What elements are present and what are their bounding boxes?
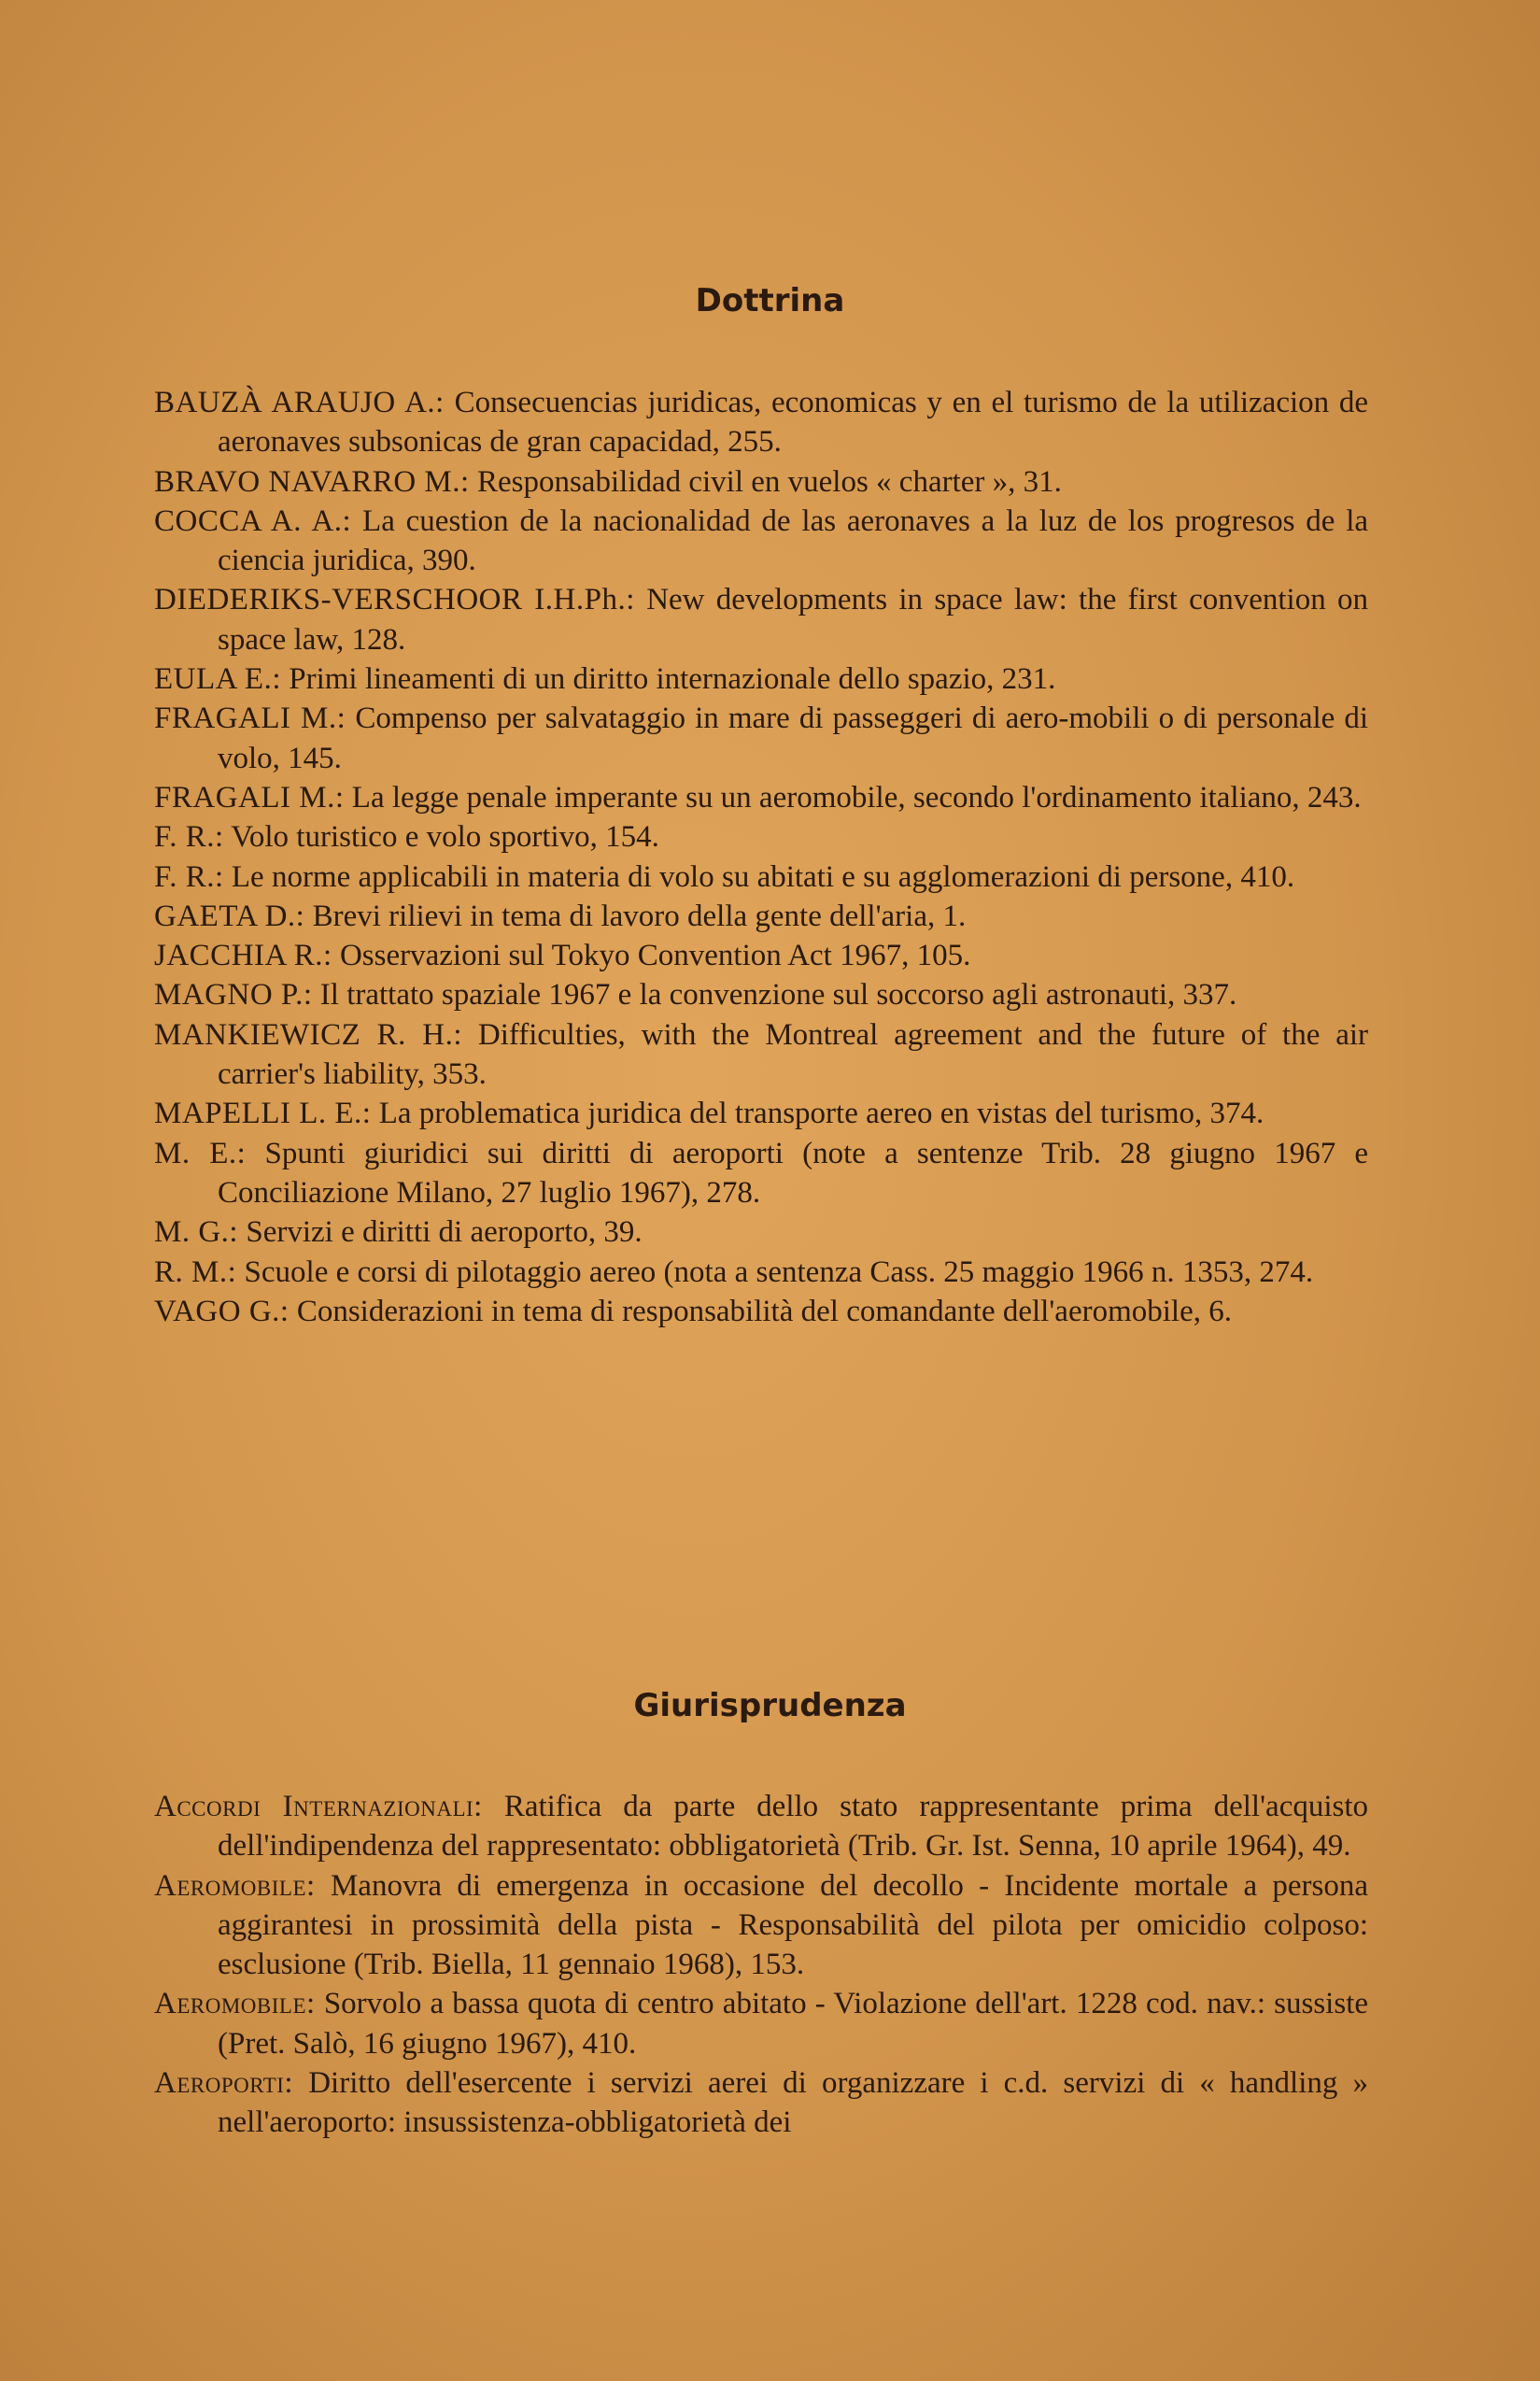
list-item (154, 383, 1368, 462)
entry-author: R. M.: (154, 1254, 237, 1289)
list-item (154, 1292, 1368, 1331)
entry-text: Sorvolo a bassa quota di centro abitato - Violazione dell'art. 1228 cod. nav.: sussiste (Pret. Salò, 16 giugno 1967), 410. (218, 1987, 1369, 2061)
section-title-dottrina: Dottrina (695, 282, 845, 319)
list-item (154, 1015, 1368, 1095)
entry-text: Le norme applicabili in materia di volo su abitati e su agglomerazioni di persone, 410. (231, 859, 1295, 894)
section-title-giurisprudenza: Giurisprudenza (633, 1687, 907, 1724)
entry-author: FRAGALI M.: (154, 702, 346, 736)
dottrina-entry-list (154, 383, 1368, 1331)
entry-text: Scuole e corsi di pilotaggio aereo (nota a sentenza Cass. 25 maggio 1966 n. 1353, 274. (244, 1254, 1314, 1289)
entry-author: M. G.: (154, 1215, 239, 1250)
list-item (154, 1984, 1368, 2063)
list-item (154, 659, 1368, 699)
list-item (154, 1253, 1368, 1292)
entry-text: Ratifica da parte dello stato rappresentante prima dell'acquisto dell'indipendenza del rappresentato: obbligatorietà (Trib. Gr. Ist. Senna, 10 aprile 1964), 49. (218, 1790, 1369, 1864)
list-item (154, 857, 1368, 897)
entry-text: Il trattato spaziale 1967 e la convenzione sul soccorso agli astronauti, 337. (319, 978, 1237, 1013)
entry-author: MAGNO P.: (154, 978, 313, 1013)
entry-author: JACCHIA R.: (154, 939, 332, 973)
giurisprudenza-entry-list (154, 1787, 1368, 2143)
list-item (154, 975, 1368, 1014)
list-item (154, 699, 1368, 778)
entry-author: VAGO G.: (154, 1294, 290, 1328)
entry-text: Brevi rilievi in tema di lavoro della gente dell'aria, 1. (312, 899, 967, 933)
entry-text: Considerazioni in tema di responsabilità del comandante dell'aeromobile, 6. (296, 1294, 1232, 1328)
entry-text: Compenso per salvataggio in mare di passeggeri di aero-mobili o di personale di volo, 145. (218, 702, 1368, 775)
entry-subject: Aeromobile: (154, 1987, 316, 2021)
entry-author: F. R.: (154, 820, 224, 855)
entry-text: Primi lineamenti di un diritto internazionale dello spazio, 231. (289, 662, 1056, 697)
entry-author: BRAVO NAVARRO M.: (154, 464, 470, 499)
list-item (154, 778, 1368, 817)
list-item (154, 1787, 1368, 1866)
list-item (154, 1866, 1368, 1985)
entry-author: F. R.: (154, 859, 224, 894)
entry-subject: Aeromobile: (154, 1868, 316, 1903)
list-item (154, 2063, 1368, 2143)
entry-subject: Accordi Internazionali: (154, 1790, 483, 1823)
entry-text: Osservazioni sul Tokyo Convention Act 1967, 105. (339, 939, 971, 973)
entry-text: La problematica juridica del transporte aereo en vistas del turismo, 374. (378, 1097, 1264, 1131)
list-item (154, 1094, 1368, 1133)
entry-author: EULA E.: (154, 662, 281, 697)
list-item (154, 1134, 1368, 1213)
entry-author: GAETA D.: (154, 899, 305, 933)
entry-author: COCCA A. A.: (154, 503, 352, 538)
entry-author: MAPELLI L. E.: (154, 1097, 372, 1131)
list-item (154, 936, 1368, 975)
entry-text: Volo turistico e volo sportivo, 154. (231, 820, 659, 855)
entry-author: BAUZÀ ARAUJO A.: (154, 386, 445, 419)
list-item (154, 1212, 1368, 1252)
entry-author: FRAGALI M.: (154, 780, 345, 815)
list-item (154, 817, 1368, 857)
entry-text: Difficulties, with the Montreal agreement and the future of the air carrier's liability, 353. (218, 1017, 1369, 1092)
entry-text: Consecuencias juridicas, economicas y en el turismo de la utilizacion de aeronaves subsonicas de gran capacidad, 255. (218, 386, 1368, 460)
entry-text: Responsabilidad civil en vuelos « charter », 31. (476, 464, 1062, 499)
entry-text: La cuestion de la nacionalidad de las aeronaves a la luz de los progresos de la ciencia juridica, 390. (218, 503, 1369, 578)
entry-text: Manovra di emergenza in occasione del decollo - Incidente mortale a persona aggirantesi in prossimità della pista - Responsabilità del pilota per omicidio colposo: esclusione (Trib. Biella, 11 gennaio 1968), 153. (218, 1868, 1369, 1982)
entry-text: Diritto dell'esercente i servizi aerei di organizzare i c.d. servizi di « handling » nell'aeroporto: insussistenza-obbligatorietà dei (218, 2066, 1368, 2140)
entry-text: Servizi e diritti di aeroporto, 39. (246, 1215, 643, 1250)
entry-author: MANKIEWICZ R. H.: (154, 1017, 462, 1052)
entry-subject: Aeroporti: (154, 2066, 294, 2101)
entry-text: New developments in space law: the first convention on space law, 128. (218, 583, 1368, 657)
entry-text: Spunti giuridici sui diritti di aeroporti (note a sentenze Trib. 28 giugno 1967 e Conciliazione Milano, 27 luglio 1967), 278. (218, 1136, 1369, 1210)
list-item (154, 502, 1368, 581)
entry-author: M. E.: (154, 1136, 247, 1170)
list-item (154, 580, 1368, 659)
entry-text: La legge penale imperante su un aeromobile, secondo l'ordinamento italiano, 243. (351, 780, 1362, 815)
list-item (154, 462, 1368, 502)
entry-author: DIEDERIKS-VERSCHOOR I.H.Ph.: (154, 583, 635, 617)
list-item (154, 897, 1368, 936)
